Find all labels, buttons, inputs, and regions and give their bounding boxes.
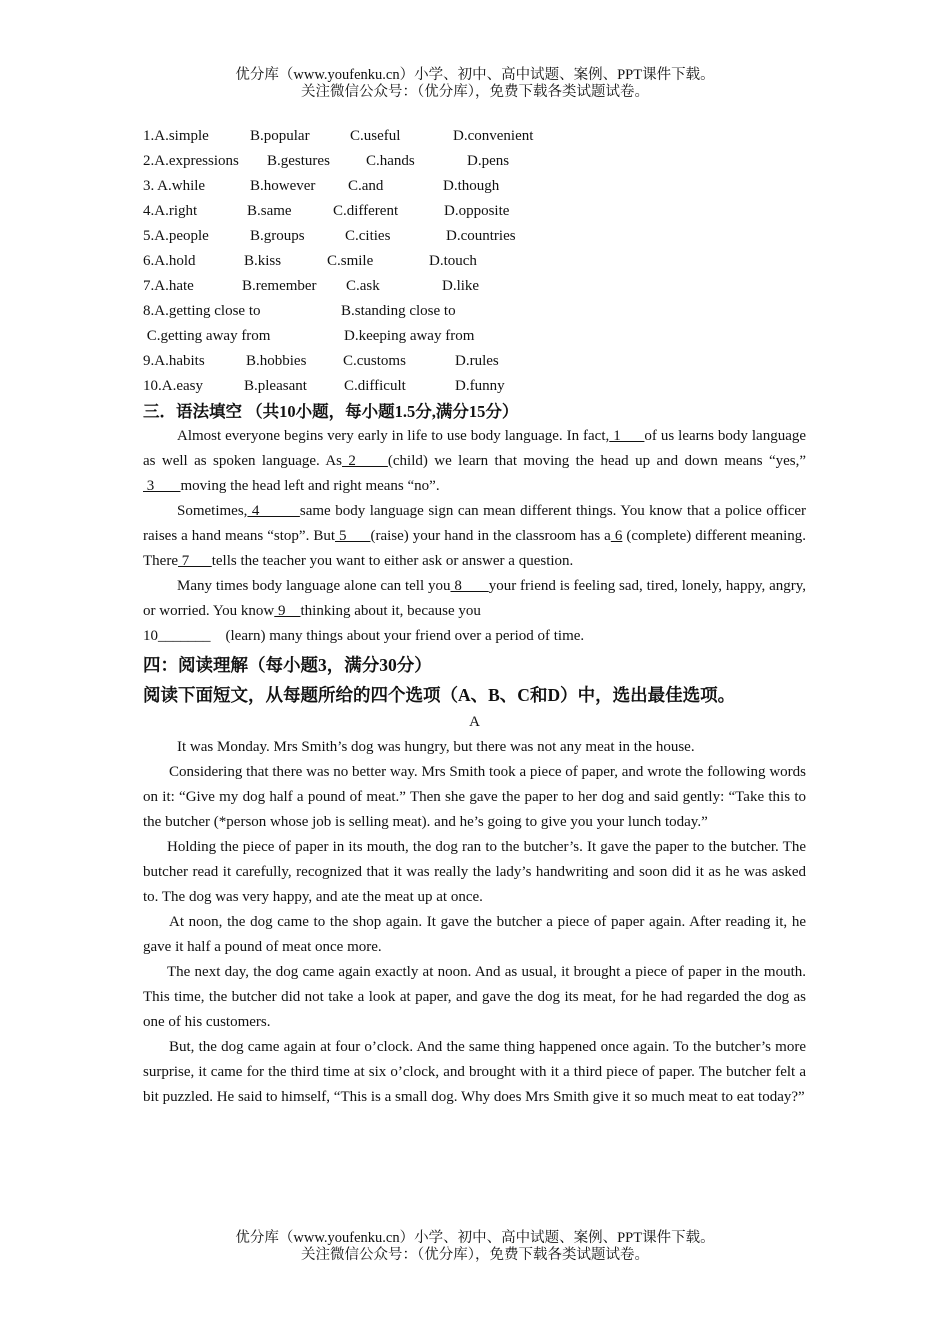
- text: Many times body language alone can tell you: [177, 578, 451, 594]
- header-line-2: 关注微信公众号：（优分库），免费下载各类试题试卷。: [301, 84, 649, 100]
- option-1a: 1.A.simple: [143, 128, 209, 144]
- page-header: [0, 67, 950, 101]
- text: tells the teacher you want to either ask or answer a question.: [211, 553, 574, 569]
- option-row-9: [143, 349, 806, 374]
- option-6d: D.touch: [429, 253, 477, 269]
- text: thinking about it, because you: [300, 603, 481, 619]
- option-row-5: [143, 224, 806, 249]
- options-list: [143, 124, 806, 399]
- document-body: [143, 124, 806, 1110]
- blank-3: 3: [143, 478, 181, 494]
- option-9b: B.hobbies: [246, 353, 307, 369]
- text: Sometimes,: [177, 503, 248, 519]
- blank-6: 6: [610, 528, 623, 544]
- passage-paragraph-3: Holding the piece of paper in its mouth, the dog ran to the butcher’s. It gave the paper to the butcher. The butcher read it carefully, recognized that it was really the lady’s handwriting and soon did it as he was asked to. The dog was very happy, and ate the meat up at once.: [143, 839, 806, 905]
- option-9a: 9.A.habits: [143, 353, 205, 369]
- option-row-4: [143, 199, 806, 224]
- option-5a: 5.A.people: [143, 228, 209, 244]
- option-8c: C.getting away from: [143, 328, 271, 344]
- option-1b: B.popular: [250, 128, 310, 144]
- option-row-1: [143, 124, 806, 149]
- option-3b: B.however: [250, 178, 316, 194]
- text: your friend is feeling sad, tired, lonely, happy, angry, or worried. You know: [143, 578, 807, 619]
- option-row-8: [143, 299, 806, 324]
- option-2a: 2.A.expressions: [143, 153, 239, 169]
- option-4a: 4.A.right: [143, 203, 198, 219]
- option-10b: B.pleasant: [244, 378, 307, 394]
- grammar-paragraph-3-cont: 10_______ (learn) many things about your friend over a period of time.: [143, 628, 585, 644]
- option-row-10: [143, 374, 806, 399]
- option-7b: B.remember: [242, 278, 317, 294]
- text: Almost everyone begins very early in life to use body language. In fact,: [177, 428, 610, 444]
- option-1d: D.convenient: [453, 128, 534, 144]
- blank-1: 1: [609, 428, 645, 444]
- option-1c: C.useful: [350, 128, 401, 144]
- passage-paragraph-4: At noon, the dog came to the shop again. It gave the butcher a piece of paper again. After reading it, he gave it half a pound of meat once more.: [143, 914, 806, 955]
- passage-paragraph-6: But, the dog came again at four o’clock. And the same thing happened once again. To the butcher’s more surprise, it came for the third time at six o’clock, and brought with it a third piece of paper. The butcher felt a bit puzzled. He said to himself, “This is a small dog. Why does Mrs Smith give it so much meat to eat today?”: [143, 1039, 806, 1105]
- option-10d: D.funny: [455, 378, 505, 394]
- header-line-1: 优分库（www.youfenku.cn）小学、初中、高中试题、案例、PPT课件下载。: [235, 67, 715, 83]
- option-10c: C.difficult: [344, 378, 406, 394]
- footer-line-2: 关注微信公众号：（优分库），免费下载各类试题试卷。: [301, 1247, 649, 1263]
- text: (complete) different meaning. There: [143, 528, 807, 569]
- option-7a: 7.A.hate: [143, 278, 194, 294]
- option-2c: C.hands: [366, 153, 415, 169]
- section-4-title: 四：阅读理解（每小题3，满分30分）: [143, 655, 432, 675]
- option-3d: D.though: [443, 178, 500, 194]
- option-6b: B.kiss: [244, 253, 282, 269]
- blank-2: 2: [342, 453, 388, 469]
- section-4-instruction: 阅读下面短文，从每题所给的四个选项（A、B、C和D）中，选出最佳选项。: [143, 685, 736, 705]
- option-6a: 6.A.hold: [143, 253, 196, 269]
- footer-line-1: 优分库（www.youfenku.cn）小学、初中、高中试题、案例、PPT课件下载。: [235, 1230, 715, 1246]
- passage-paragraph-5: The next day, the dog came again exactly at noon. And as usual, it brought a piece of paper in the mouth. This time, the butcher did not take a look at paper, and gave the dog its meat, for he had regarded the dog as one of his customers.: [143, 964, 806, 1030]
- option-6c: C.smile: [327, 253, 374, 269]
- option-7d: D.like: [442, 278, 480, 294]
- text: moving the head left and right means “no”.: [180, 478, 440, 494]
- page-footer: [0, 1230, 950, 1264]
- option-8b: B.standing close to: [341, 303, 456, 319]
- option-row-2: [143, 149, 806, 174]
- option-4b: B.same: [247, 203, 292, 219]
- option-9d: D.rules: [455, 353, 499, 369]
- option-3a: 3. A.while: [143, 178, 206, 194]
- option-2b: B.gestures: [267, 153, 330, 169]
- blank-9: 9: [274, 603, 301, 619]
- blank-4: 4: [247, 503, 300, 519]
- text: of us learns body language as well as spoken language. As: [143, 428, 807, 469]
- blank-5: 5: [335, 528, 371, 544]
- grammar-paragraph-1: [143, 424, 806, 499]
- option-9c: C.customs: [343, 353, 406, 369]
- passage-label: A: [469, 714, 480, 730]
- option-5c: C.cities: [345, 228, 391, 244]
- option-8d: D.keeping away from: [344, 328, 475, 344]
- option-4d: D.opposite: [444, 203, 510, 219]
- text: same body language sign can mean different things. You know that a police officer raises a hand means “stop”. But: [143, 503, 807, 544]
- option-8a: 8.A.getting close to: [143, 303, 261, 319]
- option-4c: C.different: [333, 203, 399, 219]
- option-row-7: [143, 274, 806, 299]
- option-row-3: [143, 174, 806, 199]
- option-10a: 10.A.easy: [143, 378, 203, 394]
- option-2d: D.pens: [467, 153, 510, 169]
- passage-paragraph-2: Considering that there was no better way. Mrs Smith took a piece of paper, and wrote the following words on it: “Give my dog half a pound of meat.” Then she gave the paper to her dog and said gently: “Take this to the butcher (*person whose job is selling meat). and he’s going to give you your lunch today.”: [143, 764, 806, 830]
- text: (child) we learn that moving the head up and down means “yes,”: [387, 453, 807, 469]
- option-row-8-cont: [143, 324, 806, 349]
- section-3-title: 三．语法填空 （共10小题，每小题1.5分,满分15分）: [143, 402, 519, 421]
- text: (raise) your hand in the classroom has a: [370, 528, 611, 544]
- passage-paragraph-1: It was Monday. Mrs Smith’s dog was hungry, but there was not any meat in the house.: [177, 739, 695, 755]
- option-7c: C.ask: [346, 278, 380, 294]
- grammar-paragraph-2: [143, 499, 806, 574]
- blank-7: 7: [177, 553, 212, 569]
- option-row-6: [143, 249, 806, 274]
- option-5d: D.countries: [446, 228, 516, 244]
- blank-8: 8: [450, 578, 489, 594]
- option-3c: C.and: [348, 178, 384, 194]
- grammar-paragraph-3: [143, 574, 806, 624]
- option-5b: B.groups: [250, 228, 305, 244]
